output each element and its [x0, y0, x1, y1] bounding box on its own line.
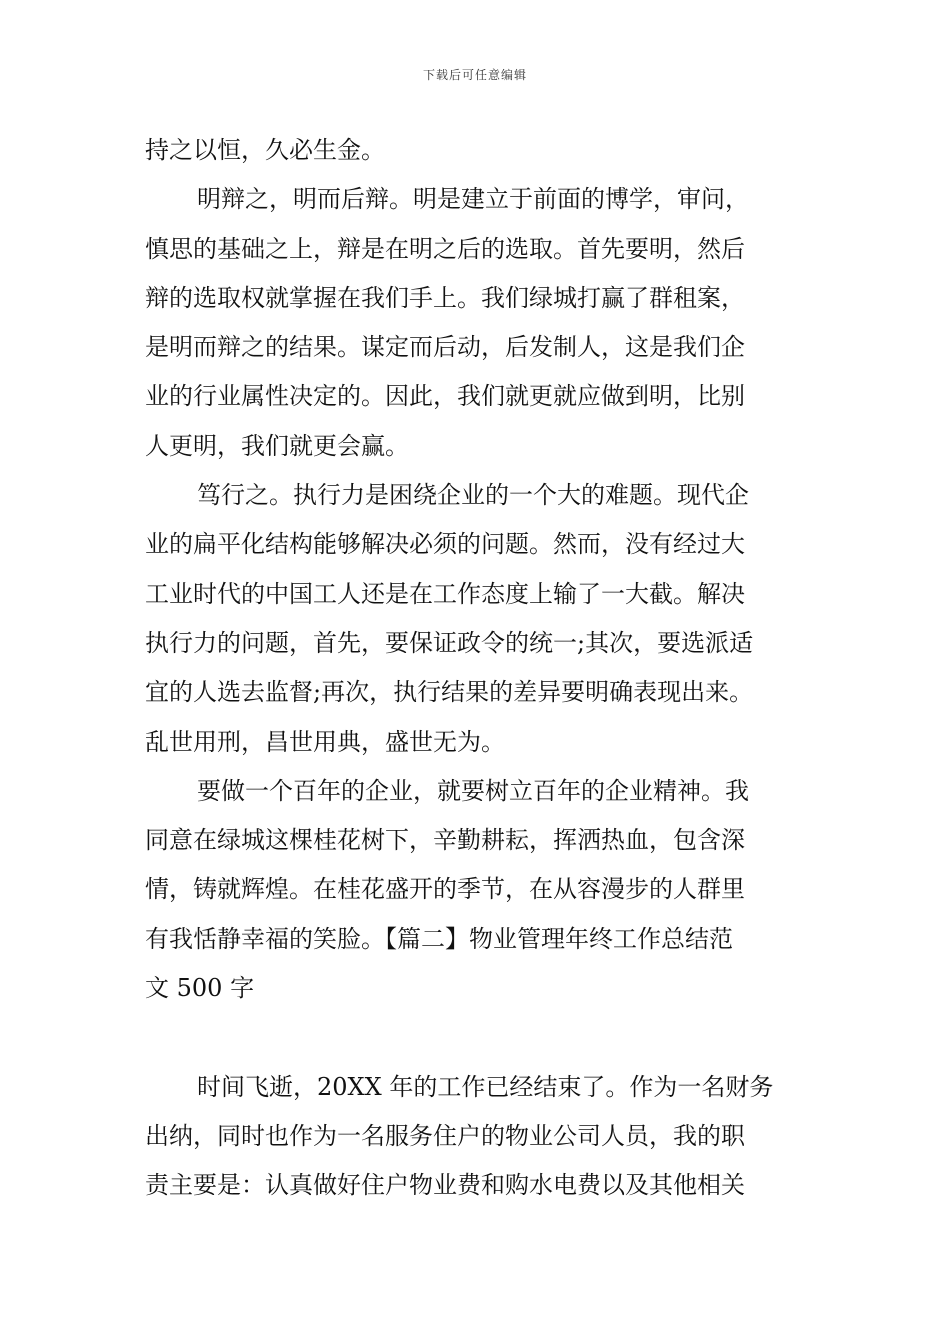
text-line: 持之以恒，久必生金。	[145, 136, 385, 164]
text-line: 同意在绿城这棵桂花树下，辛勤耕耘，挥洒热血，包含深	[145, 826, 745, 855]
text-line: 责主要是：认真做好住户物业费和购水电费以及其他相关	[145, 1171, 745, 1200]
text-line: 要做一个百年的企业，就要树立百年的企业精神。我	[197, 776, 749, 805]
paragraph	[145, 175, 807, 471]
text-line: 明辩之，明而后辩。明是建立于前面的博学，审问，	[197, 185, 749, 214]
text-line: 是明而辩之的结果。谋定而后动，后发制人，这是我们企	[145, 333, 745, 362]
paragraph	[145, 471, 807, 767]
text-line: 辩的选取权就掌握在我们手上。我们绿城打赢了群租案，	[145, 283, 745, 312]
text-line: 有我恬静幸福的笑脸。【篇二】物业管理年终工作总结范	[145, 924, 733, 953]
text-line: 文 500 字	[145, 974, 255, 1003]
paragraph	[145, 1063, 807, 1211]
text-line: 人更明，我们就更会赢。	[145, 431, 409, 460]
text-line: 宜的人选去监督;再次，执行结果的差异要明确表现出来。	[145, 678, 754, 707]
document-body	[145, 126, 807, 1211]
paragraph	[145, 767, 807, 1013]
text-line: 执行力的问题，首先，要保证政令的统一;其次，要选派适	[145, 628, 754, 657]
text-line: 业的行业属性决定的。因此，我们就更就应做到明，比别	[145, 382, 745, 411]
text-line: 工业时代的中国工人还是在工作态度上输了一大截。解决	[145, 579, 745, 608]
text-line: 情，铸就辉煌。在桂花盛开的季节，在从容漫步的人群里	[145, 875, 745, 904]
text-line: 业的扁平化结构能够解决必须的问题。然而，没有经过大	[145, 530, 745, 559]
page-header: 下载后可任意编辑	[422, 68, 527, 82]
text-line: 慎思的基础之上，辩是在明之后的选取。首先要明，然后	[145, 234, 745, 263]
text-line: 时间飞逝，20XX 年的工作已经结束了。作为一名财务	[197, 1072, 774, 1101]
paragraph-spacer	[145, 1013, 807, 1062]
paragraph	[145, 126, 807, 175]
text-line: 笃行之。执行力是困绕企业的一个大的难题。现代企	[197, 481, 749, 510]
text-line: 乱世用刑，昌世用典，盛世无为。	[145, 727, 505, 756]
text-line: 出纳，同时也作为一名服务住户的物业公司人员，我的职	[145, 1121, 745, 1150]
